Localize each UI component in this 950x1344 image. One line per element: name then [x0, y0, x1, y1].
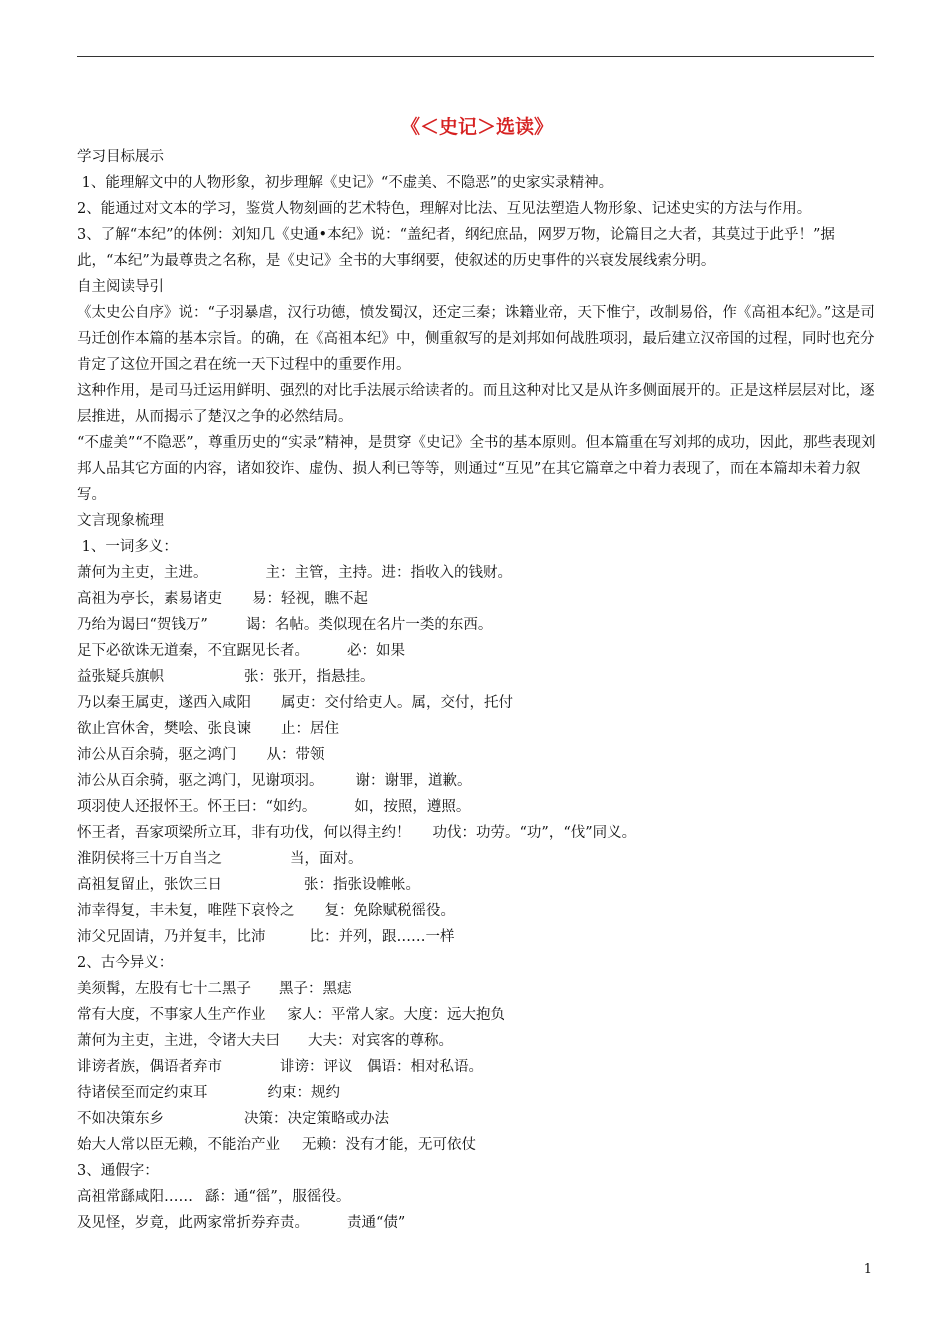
entry-line	[77, 872, 877, 898]
entry-line	[77, 1080, 877, 1106]
entry-line	[77, 794, 877, 820]
entry-sentence: 不如决策东乡	[77, 1111, 164, 1127]
entry-gloss: 繇：通“徭”，服徭役。	[205, 1189, 351, 1205]
document-body	[77, 112, 877, 1236]
entry-gloss: 责通“债”	[347, 1215, 406, 1231]
entry-line	[77, 1106, 877, 1132]
entry-gloss: 属吏：交付给吏人。属，交付，托付	[281, 695, 513, 711]
entry-gloss: 易：轻视，瞧不起	[252, 591, 368, 607]
entry-gloss: 谢：谢罪，道歉。	[355, 773, 472, 789]
entry-gloss: 张：张开，指悬挂。	[244, 669, 375, 685]
page-number: 1	[863, 1262, 872, 1277]
entry-sentence: 乃以秦王属吏，遂西入咸阳	[77, 695, 251, 711]
entry-sentence: 益张疑兵旗帜	[77, 669, 164, 685]
entry-line	[77, 664, 877, 690]
entry-gloss: 如，按照，遵照。	[354, 799, 471, 815]
tongjia-list	[77, 1184, 877, 1236]
entry-sentence: 乃绐为谒曰“贺钱万”	[77, 617, 208, 633]
entry-gloss: 比：并列，跟……一样	[309, 929, 455, 945]
entry-sentence: 始大人常以臣无赖，不能治产业	[77, 1137, 280, 1153]
entry-line	[77, 768, 877, 794]
entry-gloss: 黑子：黑痣	[279, 981, 352, 997]
entry-gloss: 家人：平常人家。大度：远大抱负	[287, 1007, 505, 1023]
entry-sentence: 沛公从百余骑，驱之鸿门，见谢项羽。	[77, 773, 324, 789]
entry-gloss: 必：如果	[347, 643, 405, 659]
entry-line	[77, 560, 877, 586]
entry-line	[77, 586, 877, 612]
goal-item: 3、了解“本纪”的体例：刘知几《史通•本纪》说：“盖纪者，纲纪庶品，网罗万物，论篇目之大者，其莫过于此乎！”据此，“本纪”为最尊贵之名称，是《史记》全书的大事纲要，使叙述的历史事件的兴衰发展线索分明。	[77, 227, 835, 269]
entry-sentence: 项羽使人还报怀王。怀王曰：“如约。	[77, 799, 317, 815]
entry-sentence: 沛公从百余骑，驱之鸿门	[77, 747, 237, 763]
entry-gloss: 决策：决定策略或办法	[244, 1111, 389, 1127]
entry-gloss: 主：主管，主持。进：指收入的钱财。	[265, 565, 512, 581]
guide-heading: 自主阅读导引	[77, 279, 164, 295]
goals-heading: 学习目标展示	[77, 149, 164, 165]
entry-gloss: 从：带领	[266, 747, 325, 763]
entry-gloss: 功伐：功劳。“功”，“伐”同义。	[432, 825, 637, 841]
entry-line	[77, 716, 877, 742]
entry-gloss: 当，面对。	[290, 851, 363, 867]
entry-sentence: 高祖复留止，张饮三日	[77, 877, 222, 893]
entry-line	[77, 976, 877, 1002]
entry-sentence: 常有大度，不事家人生产作业	[77, 1007, 266, 1023]
entry-sentence: 高祖为亭长，素易诸吏	[77, 591, 222, 607]
guide-paragraph: “不虚美”“不隐恶”，尊重历史的“实录”精神，是贯穿《史记》全书的基本原则。但本篇重在写刘邦的成功，因此，那些表现刘邦人品其它方面的内容，诸如狡诈、虚伪、损人利已等等，则通过“互见”在其它篇章之中着力表现了，而在本篇却未着力叙写。	[77, 435, 876, 503]
entry-sentence: 诽谤者族，偶语者弃市	[77, 1059, 222, 1075]
entry-sentence: 高祖常繇咸阳……	[77, 1189, 193, 1205]
entry-gloss: 大夫：对宾客的尊称。	[308, 1033, 453, 1049]
entry-gloss: 张：指张设帷帐。	[304, 877, 420, 893]
entry-sentence: 萧何为主吏，主进，令诸大夫曰	[77, 1033, 280, 1049]
entry-line	[77, 638, 877, 664]
entry-line	[77, 1184, 877, 1210]
entry-line	[77, 898, 877, 924]
document-title: 《＜史记＞选读》	[400, 116, 553, 138]
entry-sentence: 美须髯，左股有七十二黑子	[77, 981, 251, 997]
tongjia-heading: 3、通假字：	[77, 1163, 159, 1179]
entry-sentence: 怀王者，吾家项梁所立耳，非有功伐，何以得主约！	[77, 825, 411, 841]
entry-sentence: 沛父兄固请，乃并复丰，比沛	[77, 929, 266, 945]
entry-gloss: 无赖：没有才能，无可依仗	[302, 1137, 476, 1153]
header-rule	[77, 56, 874, 57]
entry-sentence: 沛幸得复，丰未复，唯陛下哀怜之	[77, 903, 295, 919]
entry-gloss: 复：免除赋税徭役。	[324, 903, 455, 919]
entry-gloss: 诽谤：评议 偶语：相对私语。	[280, 1059, 483, 1075]
entry-line	[77, 820, 877, 846]
entry-line	[77, 742, 877, 768]
entry-line	[77, 1028, 877, 1054]
entry-line	[77, 1132, 877, 1158]
entry-sentence: 萧何为主吏，主进。	[77, 565, 208, 581]
ancient-list	[77, 976, 877, 1158]
goal-item: 2、能通过对文本的学习，鉴赏人物刻画的艺术特色，理解对比法、互见法塑造人物形象、记述史实的方法与作用。	[77, 201, 812, 217]
entry-sentence: 待诸侯至而定约束耳	[77, 1085, 208, 1101]
polysemy-list	[77, 560, 877, 950]
entry-line	[77, 924, 877, 950]
entry-line	[77, 1054, 877, 1080]
entry-line	[77, 846, 877, 872]
entry-sentence: 及见怪，岁竟，此两家常折券弃责。	[77, 1215, 309, 1231]
entry-line	[77, 612, 877, 638]
phenomena-heading: 文言现象梳理	[77, 513, 164, 529]
goal-item: 1、能理解文中的人物形象，初步理解《史记》“不虚美、不隐恶”的史家实录精神。	[77, 175, 614, 191]
entry-gloss: 谒：名帖。类似现在名片一类的东西。	[245, 617, 493, 633]
entry-line	[77, 1002, 877, 1028]
entry-sentence: 欲止宫休舍，樊哙、张良谏	[77, 721, 251, 737]
entry-line	[77, 690, 877, 716]
entry-gloss: 止：居住	[281, 721, 339, 737]
entry-sentence: 淮阴侯将三十万自当之	[77, 851, 222, 867]
ancient-heading: 2、古今异义：	[77, 955, 174, 971]
entry-sentence: 足下必欲诛无道秦，不宜踞见长者。	[77, 643, 309, 659]
polysemy-heading: 1、一词多义：	[77, 539, 178, 555]
guide-paragraph: 这种作用，是司马迁运用鲜明、强烈的对比手法展示给读者的。而且这种对比又是从许多侧面展开的。正是这样层层对比，逐层推进，从而揭示了楚汉之争的必然结局。	[77, 383, 875, 425]
entry-gloss: 约束：规约	[267, 1085, 340, 1101]
guide-paragraph: 《太史公自序》说：“子羽暴虐，汉行功德，愤发蜀汉，还定三秦；诛籍业帝，天下惟宁，改制易俗，作《高祖本纪》。”这是司马迁创作本篇的基本宗旨。的确，在《高祖本纪》中，侧重叙写的是刘邦如何战胜项羽，最后建立汉帝国的过程，同时也充分肯定了这位开国之君在统一天下过程中的重要作用。	[77, 305, 875, 373]
entry-line	[77, 1210, 877, 1236]
